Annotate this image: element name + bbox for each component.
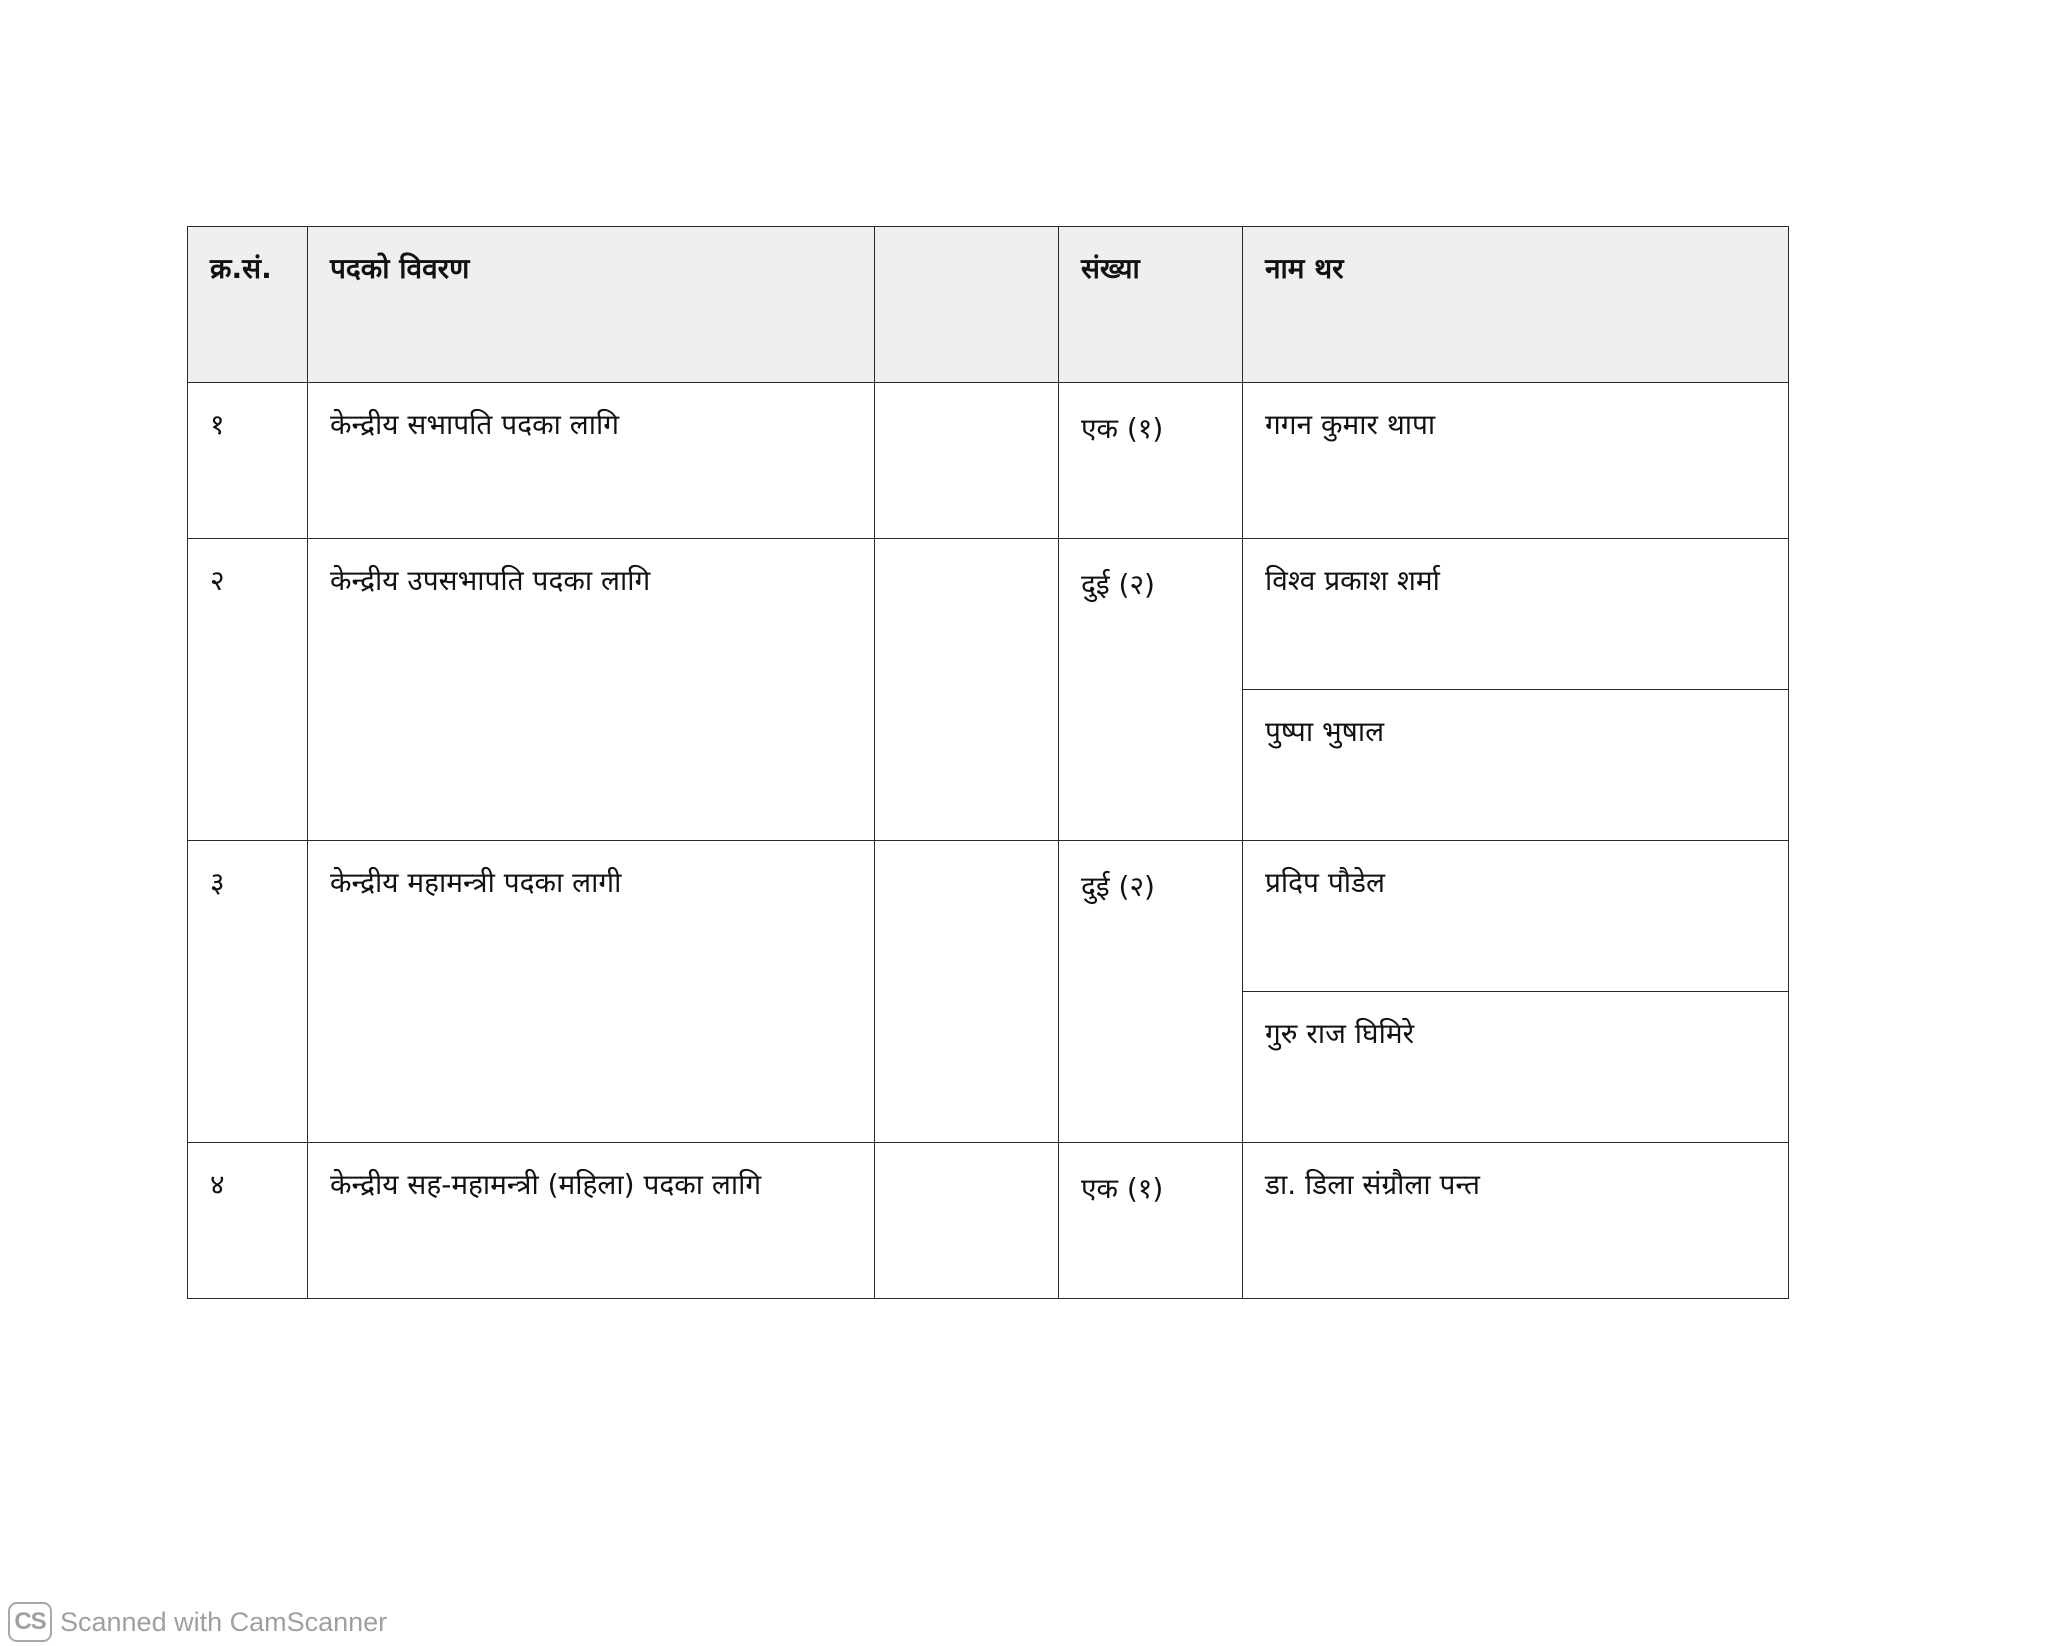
- cell-name: गगन कुमार थापा: [1243, 383, 1789, 539]
- cell-description: केन्द्रीय महामन्त्री पदका लागी: [308, 841, 875, 1143]
- table-row: [188, 383, 1789, 539]
- cell-blank: [875, 539, 1059, 841]
- cell-name: प्रदिप पौडेल: [1243, 841, 1789, 992]
- cell-count: एक (१): [1059, 1143, 1243, 1299]
- cell-name: गुरु राज घिमिरे: [1243, 992, 1789, 1143]
- candidate-table: [187, 226, 1789, 1299]
- cell-count: एक (१): [1059, 383, 1243, 539]
- camscanner-watermark: [8, 1598, 387, 1646]
- cell-blank: [875, 383, 1059, 539]
- cell-count: दुई (२): [1059, 841, 1243, 1143]
- header-names: नाम थर: [1243, 227, 1789, 383]
- table-row: [188, 539, 1789, 690]
- cell-name: पुष्पा भुषाल: [1243, 690, 1789, 841]
- cell-description: केन्द्रीय सह-महामन्त्री (महिला) पदका लागि: [308, 1143, 875, 1299]
- header-sn: क्र.सं.: [188, 227, 308, 383]
- table-row: [188, 1143, 1789, 1299]
- table-row: [188, 841, 1789, 992]
- cell-count: दुई (२): [1059, 539, 1243, 841]
- cell-blank: [875, 841, 1059, 1143]
- watermark-text: Scanned with CamScanner: [60, 1606, 388, 1637]
- cell-blank: [875, 1143, 1059, 1299]
- cell-sn: ४: [188, 1143, 308, 1299]
- cell-name: डा. डिला संग्रौला पन्त: [1243, 1143, 1789, 1299]
- cell-description: केन्द्रीय सभापति पदका लागि: [308, 383, 875, 539]
- header-description: पदको विवरण: [308, 227, 875, 383]
- cell-sn: २: [188, 539, 308, 841]
- cell-sn: ३: [188, 841, 308, 1143]
- cell-name: विश्व प्रकाश शर्मा: [1243, 539, 1789, 690]
- header-blank: [875, 227, 1059, 383]
- header-count: संख्या: [1059, 227, 1243, 383]
- cell-sn: १: [188, 383, 308, 539]
- cell-description: केन्द्रीय उपसभापति पदका लागि: [308, 539, 875, 841]
- table-header-row: [188, 227, 1789, 383]
- camscanner-logo-icon: CS: [8, 1602, 52, 1642]
